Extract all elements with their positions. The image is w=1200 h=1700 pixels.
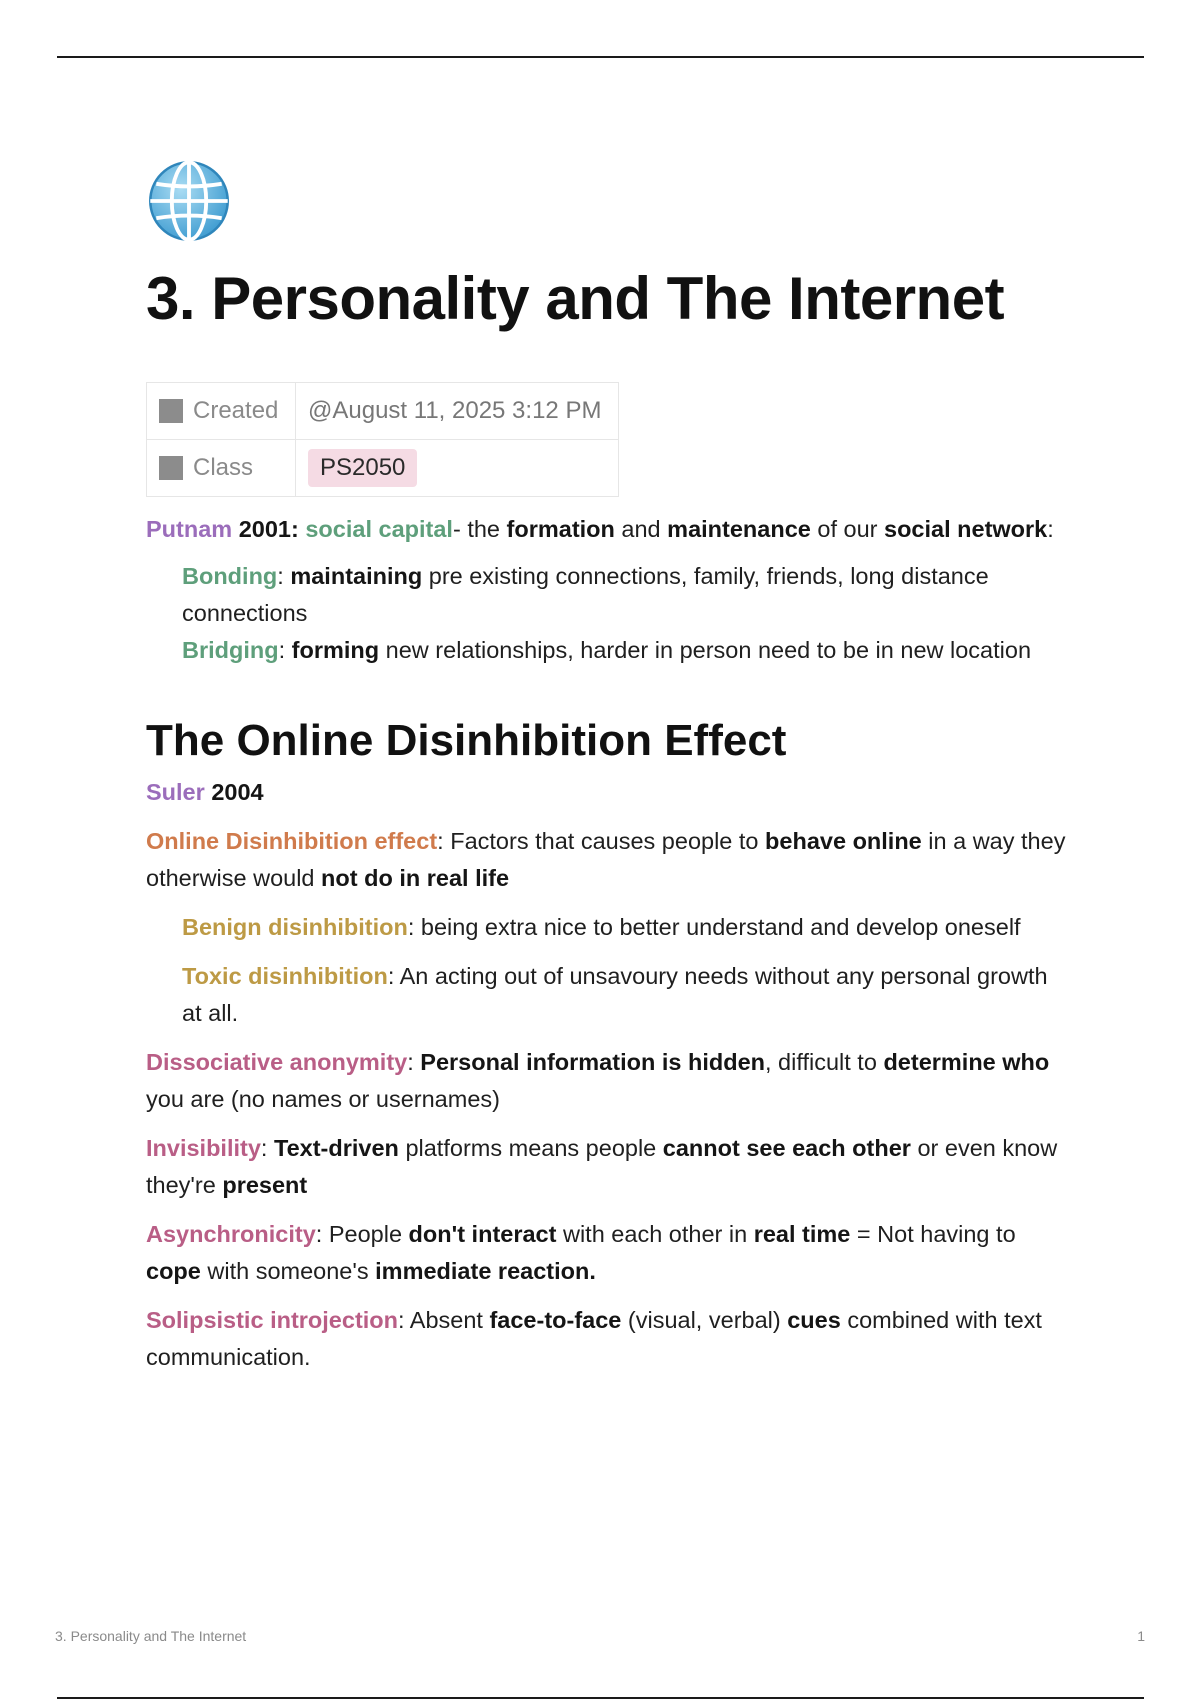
bold-text: face-to-face: [489, 1306, 622, 1333]
text: :: [407, 1048, 421, 1075]
term-toxic: Toxic disinhibition: [182, 962, 388, 989]
text: combined with text communication.: [146, 1306, 1042, 1370]
class-tag[interactable]: PS2050: [308, 449, 417, 487]
term-solipsistic: Solipsistic introjection: [146, 1306, 399, 1333]
bold-text: social network: [884, 516, 1048, 542]
top-rule: [57, 56, 1144, 58]
benign-item: [182, 909, 1066, 946]
bridging-item: [182, 632, 1066, 669]
created-label: Created: [193, 397, 279, 424]
bold-text: cope: [146, 1257, 201, 1284]
ode-definition: [146, 823, 1066, 897]
term-asynchronicity: Asynchronicity: [146, 1220, 316, 1247]
text: : People: [315, 1220, 409, 1247]
class-value-cell[interactable]: [296, 440, 619, 497]
text: : being extra nice to better understand and develop oneself: [407, 913, 1021, 940]
text: : An acting out of unsavoury needs without any personal growth at all.: [182, 962, 1048, 1026]
term-benign: Benign disinhibition: [182, 913, 408, 940]
text: (visual, verbal): [621, 1306, 788, 1333]
bonding-item: [182, 558, 1066, 632]
text: - the: [452, 516, 507, 542]
bold-text: immediate reaction.: [375, 1257, 596, 1284]
created-value[interactable]: @August 11, 2025 3:12 PM: [296, 383, 619, 440]
suler-year: 2004: [211, 778, 264, 805]
section-heading: The Online Disinhibition Effect: [146, 716, 787, 765]
property-type-icon: [159, 456, 183, 480]
property-row-created: [147, 383, 619, 440]
asynchronicity-item: [146, 1216, 1066, 1290]
term-bonding: Bonding: [182, 563, 278, 589]
text: :: [278, 637, 292, 663]
property-key-created: [147, 383, 296, 440]
text: = Not having to: [850, 1220, 1016, 1247]
bottom-rule: [57, 1697, 1144, 1699]
property-type-icon: [159, 399, 183, 423]
text: in a way they otherwise would: [146, 827, 1066, 891]
text: , difficult to: [765, 1048, 884, 1075]
text: with each other in: [556, 1220, 754, 1247]
property-key-class: [147, 440, 296, 497]
page-content: [146, 158, 1066, 1376]
putnam-paragraph: [146, 511, 1066, 548]
bold-text: real time: [753, 1220, 851, 1247]
footer-page-number: 1: [1137, 1628, 1145, 1644]
property-row-class: [147, 440, 619, 497]
term-invisibility: Invisibility: [146, 1134, 261, 1161]
text: :: [277, 563, 291, 589]
bold-text: maintaining: [290, 563, 423, 589]
text: : Absent: [398, 1306, 490, 1333]
putnam-year: 2001:: [238, 516, 299, 542]
footer-title: 3. Personality and The Internet: [55, 1628, 247, 1644]
bold-text: cues: [787, 1306, 841, 1333]
term-bridging: Bridging: [182, 637, 279, 663]
author-putnam: Putnam: [146, 516, 233, 542]
bold-text: forming: [291, 637, 380, 663]
globe-icon: [146, 158, 232, 244]
solipsistic-item: [146, 1302, 1066, 1376]
text: :: [1047, 516, 1054, 542]
toxic-item: [182, 958, 1066, 1032]
bold-text: Text-driven: [273, 1134, 399, 1161]
text: pre existing connections, family, friends, long distance connections: [182, 563, 989, 626]
author-suler: Suler: [146, 778, 205, 805]
term-online-disinhibition: Online Disinhibition effect: [146, 827, 438, 854]
dissociative-item: [146, 1044, 1066, 1118]
text: you are (no names or usernames): [146, 1085, 500, 1112]
bold-text: formation: [506, 516, 615, 542]
text: : Factors that causes people to: [437, 827, 766, 854]
class-label: Class: [193, 454, 254, 481]
text: and: [614, 516, 668, 542]
bold-text: cannot see each other: [662, 1134, 911, 1161]
term-dissociative: Dissociative anonymity: [146, 1048, 408, 1075]
bold-text: don't interact: [408, 1220, 557, 1247]
invisibility-item: [146, 1130, 1066, 1204]
term-social-capital: social capital: [305, 516, 453, 542]
bold-text: determine who: [883, 1048, 1050, 1075]
bold-text: maintenance: [667, 516, 811, 542]
properties-table: [146, 382, 619, 497]
text: new relationships, harder in person need to be in new location: [379, 637, 1032, 663]
bold-text: present: [222, 1171, 308, 1198]
text: of our: [810, 516, 884, 542]
bold-text: Personal information is hidden: [420, 1048, 765, 1075]
text: or even know they're: [146, 1134, 1058, 1198]
bold-text: behave online: [765, 827, 922, 854]
page-title: 3. Personality and The Internet: [146, 265, 1005, 332]
bold-text: not do in real life: [321, 864, 510, 891]
text: :: [260, 1134, 274, 1161]
text: with someone's: [200, 1257, 376, 1284]
suler-citation: [146, 774, 1066, 811]
text: platforms means people: [398, 1134, 663, 1161]
